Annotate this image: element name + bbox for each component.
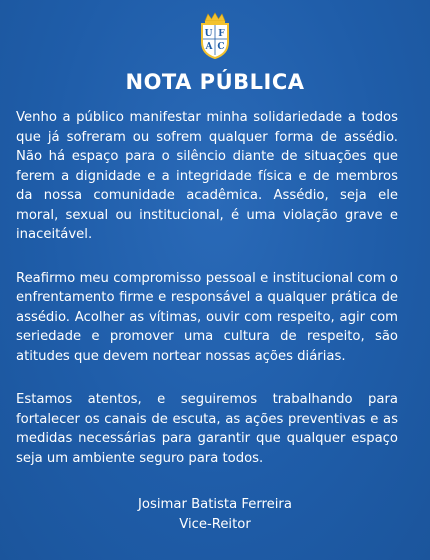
crest-letter-a: A — [205, 42, 213, 52]
paragraph-solidarity: Venho a público manifestar minha solidariedade a todos que já sofreram ou sofrem qualquer forma de assédio. Não há espaço para o silêncio diante de situações que ferem a dignidade e a integridade física e de membros da nossa comunidade acadêmica. Assédio, seja ele moral, sexual ou institucional, é uma violação grave e inaceitável. — [16, 110, 398, 242]
signature-block — [0, 495, 430, 534]
crest-letter-u: U — [204, 29, 213, 39]
note-body — [16, 108, 398, 492]
page-title: NOTA PÚBLICA — [125, 70, 305, 94]
paragraph-actions: Estamos atentos, e seguiremos trabalhando para fortalecer os canais de escuta, as ações preventivas e as medidas necessárias para garantir que qualquer espaço seja um ambiente seguro para todos. — [16, 392, 398, 466]
signatory-name: Josimar Batista Ferreira — [138, 497, 292, 512]
crest-letter-f: F — [218, 29, 225, 39]
signatory-role: Vice-Reitor — [179, 516, 251, 532]
crest-letter-c: C — [217, 42, 225, 52]
paragraph-commitment: Reafirmo meu compromisso pessoal e institucional com o enfrentamento firme e responsável a qualquer prática de assédio. Acolher as vítimas, ouvir com respeito, agir com seriedade e promover uma cultura de respeito, são atitudes que devem nortear nossas ações diárias. — [16, 270, 398, 364]
ufac-crest-logo — [197, 12, 233, 60]
